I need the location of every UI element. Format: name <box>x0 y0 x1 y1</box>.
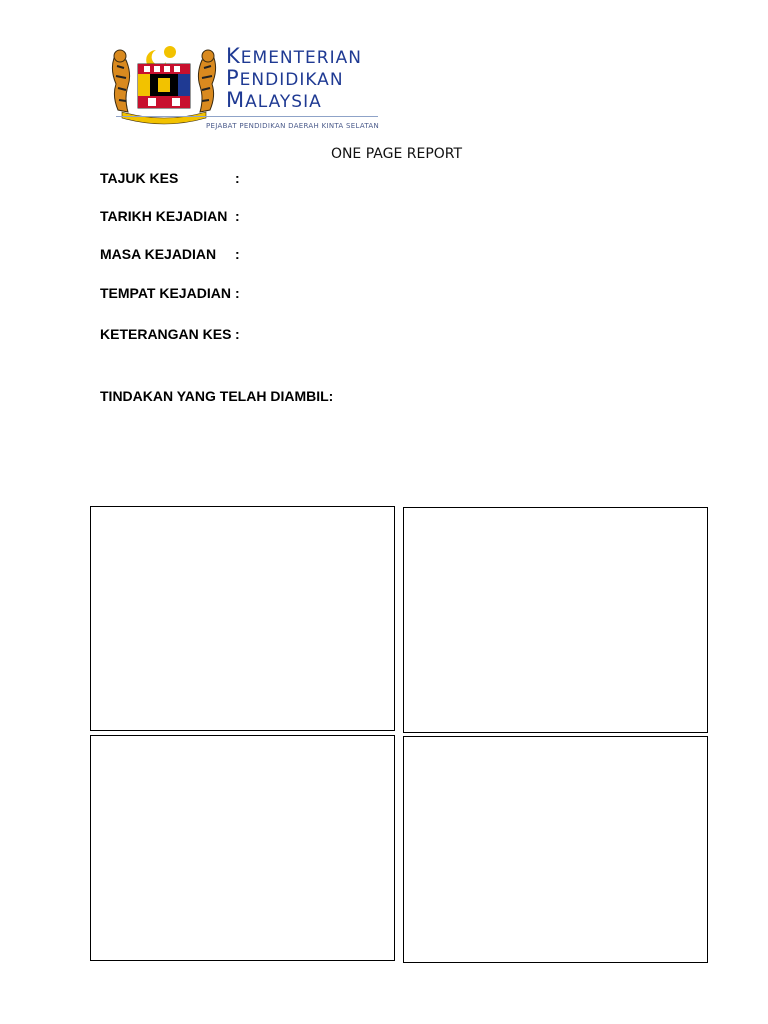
district-office-name: PEJABAT PENDIDIKAN DAERAH KINTA SELATAN <box>206 122 380 130</box>
photo-box-bottom-left <box>90 735 395 961</box>
ministry-line-3: MALAYSIA <box>226 88 322 112</box>
report-title: ONE PAGE REPORT <box>330 146 463 162</box>
ministry-line-2: PENDIDIKAN <box>226 66 344 90</box>
photo-box-top-right <box>403 507 708 733</box>
field-colon: : <box>235 326 240 342</box>
photo-box-bottom-right <box>403 736 708 963</box>
field-colon: : <box>235 170 240 186</box>
ministry-logo <box>92 36 392 144</box>
field-label-incident-time: MASA KEJADIAN <box>100 246 217 262</box>
field-colon: : <box>235 285 240 301</box>
field-colon: : <box>235 246 240 262</box>
photo-box-top-left <box>90 506 395 731</box>
ministry-name <box>226 46 362 112</box>
coat-of-arms-icon <box>108 40 220 126</box>
field-label-case-description: KETERANGAN KES <box>100 326 232 342</box>
field-label-case-title: TAJUK KES <box>100 170 179 186</box>
ministry-line-1: KEMENTERIAN <box>226 44 362 68</box>
actions-taken-heading: TINDAKAN YANG TELAH DIAMBIL: <box>100 388 334 404</box>
logo-divider <box>116 116 378 117</box>
field-label-incident-date: TARIKH KEJADIAN <box>100 208 228 224</box>
field-label-incident-place: TEMPAT KEJADIAN <box>100 285 231 301</box>
field-colon: : <box>235 208 240 224</box>
